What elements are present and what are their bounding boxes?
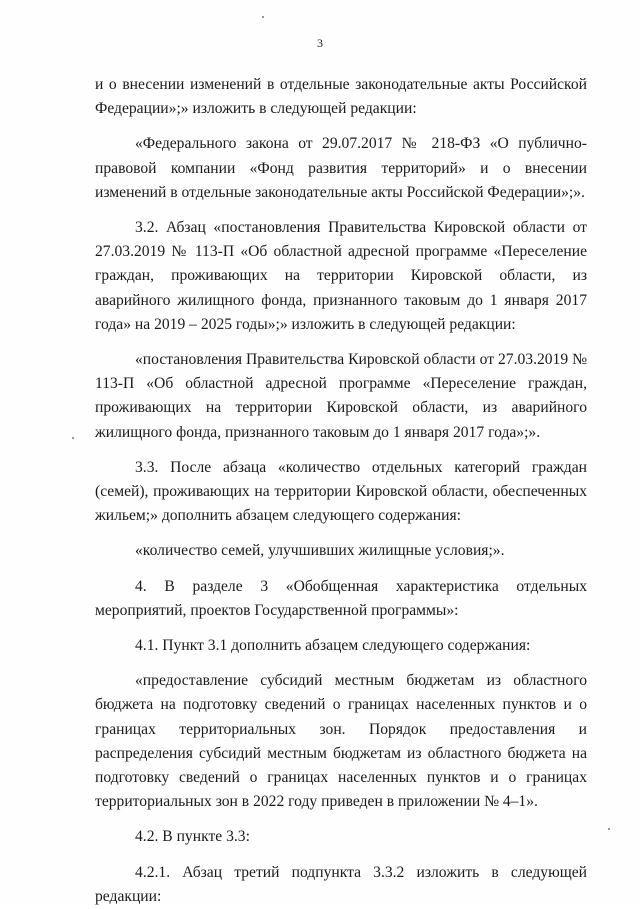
scan-speck xyxy=(262,16,264,18)
paragraph: «предоставление субсидий местным бюджетам из областного бюджета на подготовку сведений о границах населенных пунктов и о границах территориальных зон. Порядок предоставления и распределения субсидий местным бюджетам из областного бюджета на подготовку сведений о границах населенных пунктов и о границах территориальных зон в 2022 году приведен в приложении № 4–1». xyxy=(95,672,587,811)
paragraph: «Федерального закона от 29.07.2017 № 218-ФЗ «О публично-правовой компании «Фонд развития территорий» и о внесении изменений в отдельные законодательные акты Российской Федерации»;». xyxy=(95,135,587,201)
paragraph: 4. В разделе 3 «Обобщенная характеристика отдельных мероприятий, проектов Государственной программы»: xyxy=(95,577,587,619)
scan-speck xyxy=(608,828,610,830)
scan-speck xyxy=(72,437,74,439)
paragraph: и о внесении изменений в отдельные законодательные акты Российской Федерации»;» изложить в следующей редакции: xyxy=(95,76,587,118)
paragraph: 3.3. После абзаца «количество отдельных категорий граждан (семей), проживающих на территории Кировской области, обеспеченных жильем;» дополнить абзацем следующего содержания: xyxy=(95,458,587,525)
paragraph: 4.2. В пункте 3.3: xyxy=(135,828,250,846)
paragraph: «постановления Правительства Кировской области от 27.03.2019 № 113-П «Об областной адресной программе «Переселение граждан, проживающих на территории Кировской области, из аварийного жилищного фонда, признанного таковым до 1 января 2017 года»;». xyxy=(95,351,587,441)
paragraph: «количество семей, улучшивших жилищные условия;». xyxy=(135,542,505,560)
paragraph: 4.1. Пункт 3.1 дополнить абзацем следующего содержания: xyxy=(135,637,531,655)
document-body xyxy=(95,73,587,909)
paragraph: 3.2. Абзац «постановления Правительства Кировской области от 27.03.2019 № 113-П «Об областной адресной программе «Переселение граждан, проживающих на территории Кировской области, из аварийного жилищного фонда, признанного таковым до 1 января 2017 года» на 2019 – 2025 годы»;» изложить в следующей редакции: xyxy=(95,219,587,333)
page-number: 3 xyxy=(317,36,323,50)
paragraph: 4.2.1. Абзац третий подпункта 3.3.2 изложить в следующей редакции: xyxy=(95,863,587,905)
